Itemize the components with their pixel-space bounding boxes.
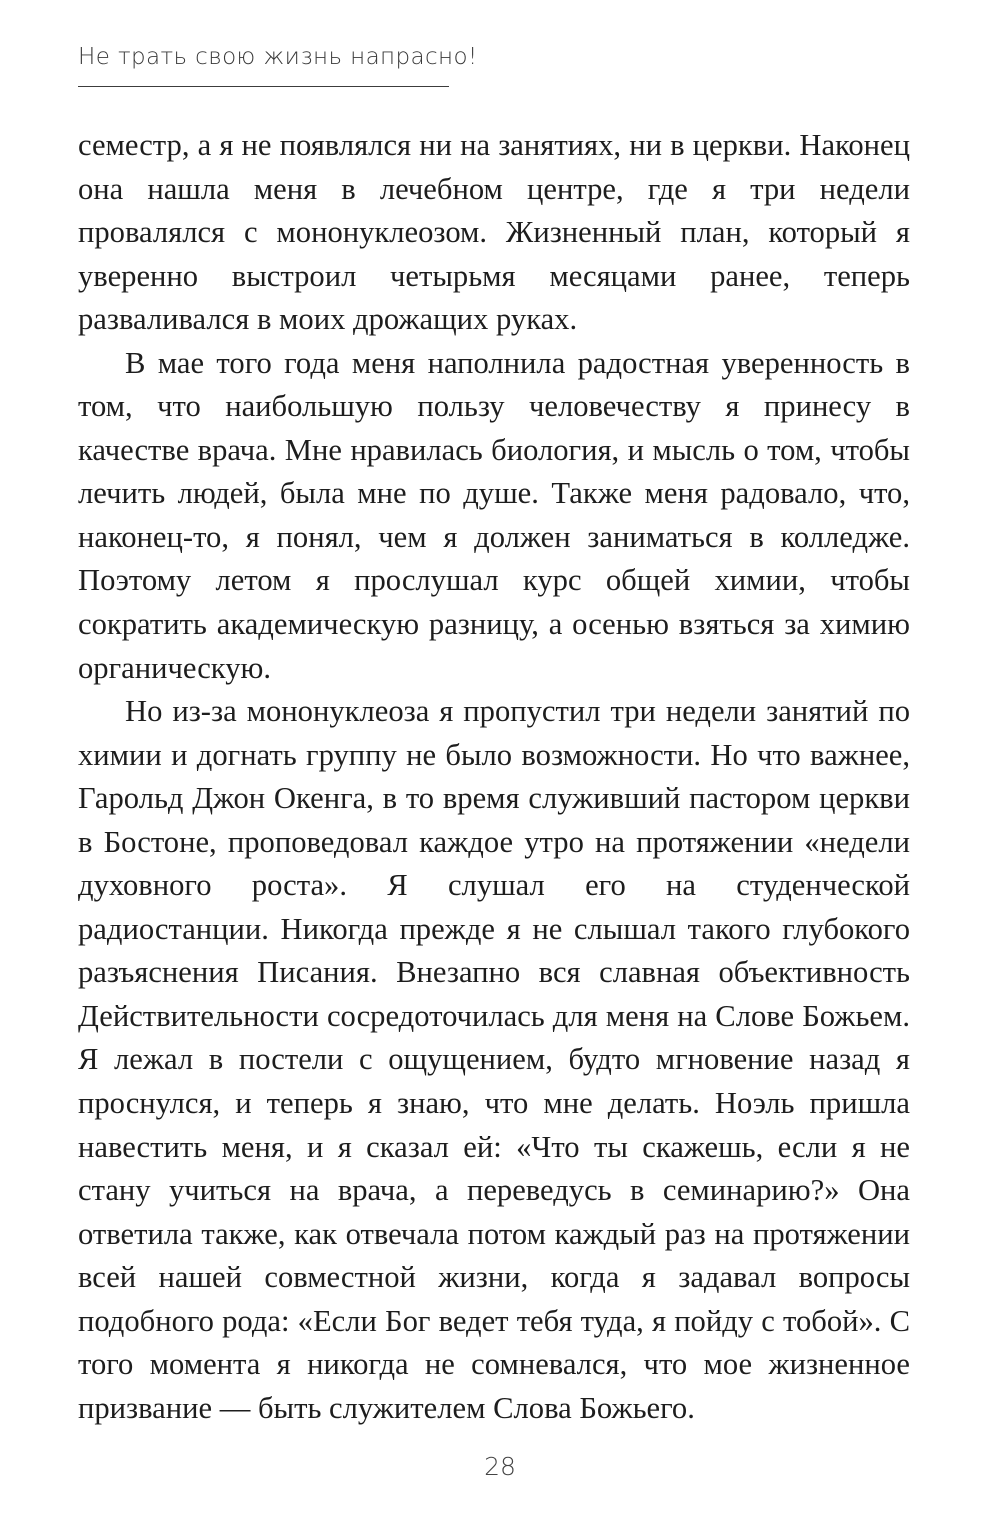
body-text [78, 124, 910, 1430]
paragraph: Но из-за мононуклеоза я пропустил три недели занятий по химии и догнать группу не было возможности. Но что важнее, Гарольд Джон Окенга, в то время служивший пастором церкви в Бостоне, проповедовал каждое утро на протяжении «недели духовного роста». Я слушал его на студенческой радиостанции. Никогда прежде я не слышал такого глубокого разъяснения Писания. Внезапно вся славная объективность Действительности сосредоточилась для меня на Слове Божьем. Я лежал в постели с ощущением, будто мгновение назад я проснулся, и теперь я знаю, что мне делать. Ноэль пришла навестить меня, и я сказал ей: «Что ты скажешь, если я не стану учиться на врача, а переведусь в семинарию?» Она ответила также, как отвечала потом каждый раз на протяжении всей нашей совместной жизни, когда я задавал вопросы подобного рода: «Если Бог ведет тебя туда, я пойду с тобой». С того момента я никогда не сомневался, что мое жизненное призвание — быть служителем Слова Божьего. [78, 694, 910, 1425]
header-rule [78, 86, 449, 87]
running-header-title: Не трать свою жизнь напрасно! [78, 44, 478, 70]
paragraph: семестр, а я не появлялся ни на занятиях, ни в церкви. Наконец она нашла меня в лечебном центре, где я три недели провалялся с мононуклеозом. Жизненный план, который я уверенно выстроил четырьмя месяцами ранее, теперь разваливался в моих дрожащих руках. [78, 128, 910, 337]
paragraph: В мае того года меня наполнила радостная уверенность в том, что наибольшую пользу человечеству я принесу в качестве врача. Мне нравилась биология, и мысль о том, чтобы лечить людей, была мне по душе. Также меня радовало, что, наконец-то, я понял, чем я должен заниматься в колледже. Поэтому летом я прослушал курс общей химии, чтобы сократить академическую разницу, а осенью взяться за химию органическую. [78, 345, 910, 685]
page-number: 28 [484, 1452, 516, 1481]
